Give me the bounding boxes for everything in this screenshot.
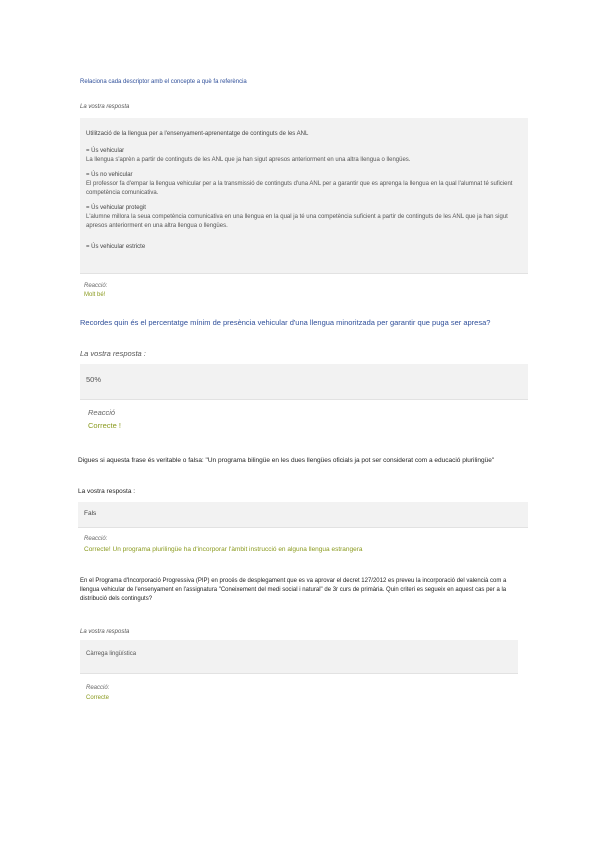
question-3-answer-label: La vostra resposta :: [78, 488, 136, 495]
option-2: [86, 171, 522, 198]
option-3-title: = Ús vehicular protegit: [86, 205, 146, 211]
question-4-prompt: En el Programa d'Incorporació Progressiva (PIP) en procés de desplegament que es va aprovar el decret 127/2012 es preveu la incorporació del valencià com a llengua vehicular de l'ensenyament en l'assignatura "Coneixement del medi social i natural" de 3r curs de primària. Quin criteri es segueix en aquest cas per a la distribució dels continguts?: [80, 578, 507, 602]
option-1-title: = Ús vehicular: [86, 148, 125, 154]
question-1-answer-box: [80, 118, 528, 274]
question-1-feedback: Molt bé!: [84, 292, 106, 298]
question-3-answer: Fals: [84, 510, 97, 517]
option-3-desc: L'alumne millora la seua competència comunicativa en una llengua en la qual ja té una competència suficient a partir de continguts de les ANL que ja han sigut apresos anteriorment en una altra llengua o llengües.: [86, 214, 508, 229]
question-3-feedback-label: Reacció:: [84, 536, 108, 542]
question-1-feedback-label: Reacció:: [84, 283, 108, 289]
option-4: [86, 243, 522, 252]
question-2-feedback-label: Reacció: [88, 408, 116, 417]
option-2-title: = Ús no vehicular: [86, 172, 133, 178]
question-1-prompt: Relaciona cada descriptor amb el concepte a què fa referència: [80, 79, 247, 85]
question-1-answer-label: La vostra resposta: [80, 104, 130, 110]
option-2-desc: El professor fa d'empar la llengua vehicular per a la transmissió de continguts d'una ANL per a garantir que es aprenga la llengua en la qual l'alumnat té suficient competència comunicativa.: [86, 181, 513, 196]
option-3: [86, 204, 522, 231]
question-2-prompt: Recordes quin és el percentatge mínim de presència vehicular d'una llengua minoritzada per garantir que puga ser apresa?: [80, 318, 491, 327]
option-4-title: = Ús vehicular estricte: [86, 244, 146, 250]
question-3-feedback: Correcte! Un programa plurilingüe ha d'incorporar l'àmbit instrucció en alguna llengua estrangera: [84, 546, 363, 553]
question-4-answer-label: La vostra resposta: [80, 629, 130, 635]
question-3-prompt: Digues si aquesta frase és veritable o falsa: "Un programa bilingüe en les dues llengües oficials ja pot ser considerat com a educació plurilingüe": [78, 457, 495, 464]
question-2-answer-label: La vostra resposta :: [80, 349, 146, 358]
question-1-heading: Utilització de la llengua per a l'ensenyament-aprenentatge de continguts de les ANL: [86, 131, 309, 137]
option-1-desc: La llengua s'aprèn a partir de continguts de les ANL que ja han sigut apresos anteriorment en una altra llengua o llengües.: [86, 157, 411, 163]
question-4-answer: Càrrega lingüística: [86, 651, 137, 657]
question-4-feedback: Correcte: [86, 695, 110, 701]
question-4-feedback-label: Reacció:: [86, 685, 110, 691]
question-3-answer-box: [78, 502, 528, 528]
question-4-answer-box: [80, 640, 518, 674]
question-2-answer-box: [80, 364, 528, 400]
option-1: [86, 147, 522, 165]
question-2-answer: 50%: [86, 375, 102, 384]
question-2-feedback: Correcte !: [88, 421, 121, 430]
